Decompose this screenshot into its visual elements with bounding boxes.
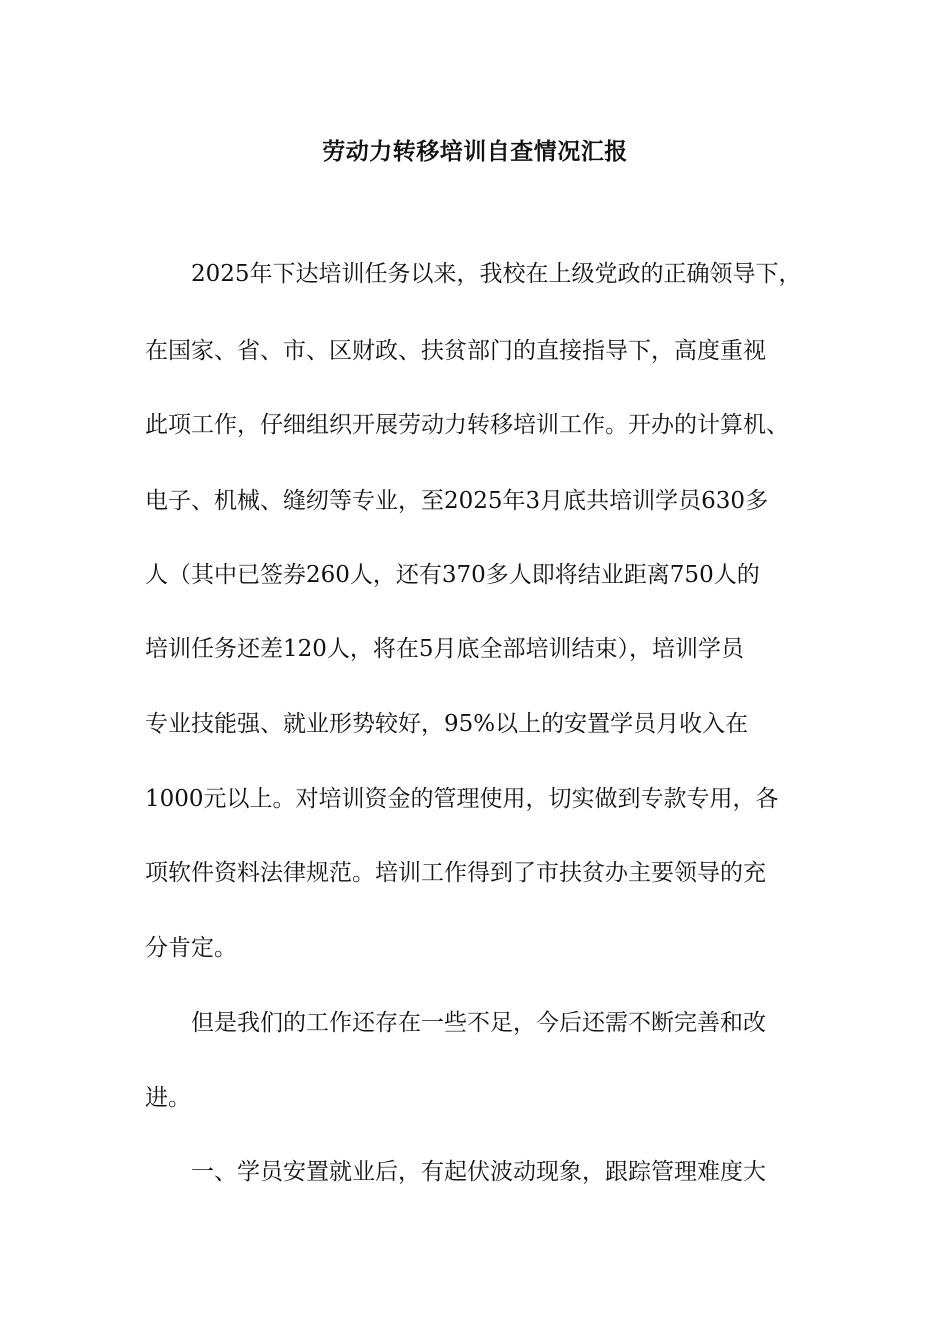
paragraph-line: 2025年下达培训任务以来，我校在上级党政的正确领导下，: [191, 261, 802, 287]
paragraph-line: 专业技能强、就业形势较好，95%以上的安置学员月收入在: [145, 711, 749, 737]
paragraph-line: 1000元以上。对培训资金的管理使用，切实做到专款专用，各: [145, 786, 779, 812]
paragraph-line: 分肯定。: [145, 935, 237, 961]
paragraph-line: 在国家、省、市、区财政、扶贫部门的直接指导下，高度重视: [145, 338, 766, 364]
section-heading: 一、学员安置就业后，有起伏波动现象，跟踪管理难度大: [191, 1159, 766, 1185]
paragraph-line: 项软件资料法律规范。培训工作得到了市扶贫办主要领导的充: [145, 860, 766, 886]
document-title: 劳动力转移培训自查情况汇报: [322, 138, 628, 165]
paragraph-line: 电子、机械、缝纫等专业，至2025年3月底共培训学员630多: [145, 488, 769, 514]
paragraph-line: 但是我们的工作还存在一些不足，今后还需不断完善和改: [191, 1010, 766, 1036]
paragraph-line: 进。: [145, 1085, 191, 1111]
paragraph-line: 此项工作，仔细组织开展劳动力转移培训工作。开办的计算机、: [145, 412, 789, 438]
paragraph-line: 人（其中已签券260人，还有370多人即将结业距离750人的: [145, 562, 760, 588]
paragraph-line: 培训任务还差120人，将在5月底全部培训结束），培训学员: [145, 636, 745, 662]
